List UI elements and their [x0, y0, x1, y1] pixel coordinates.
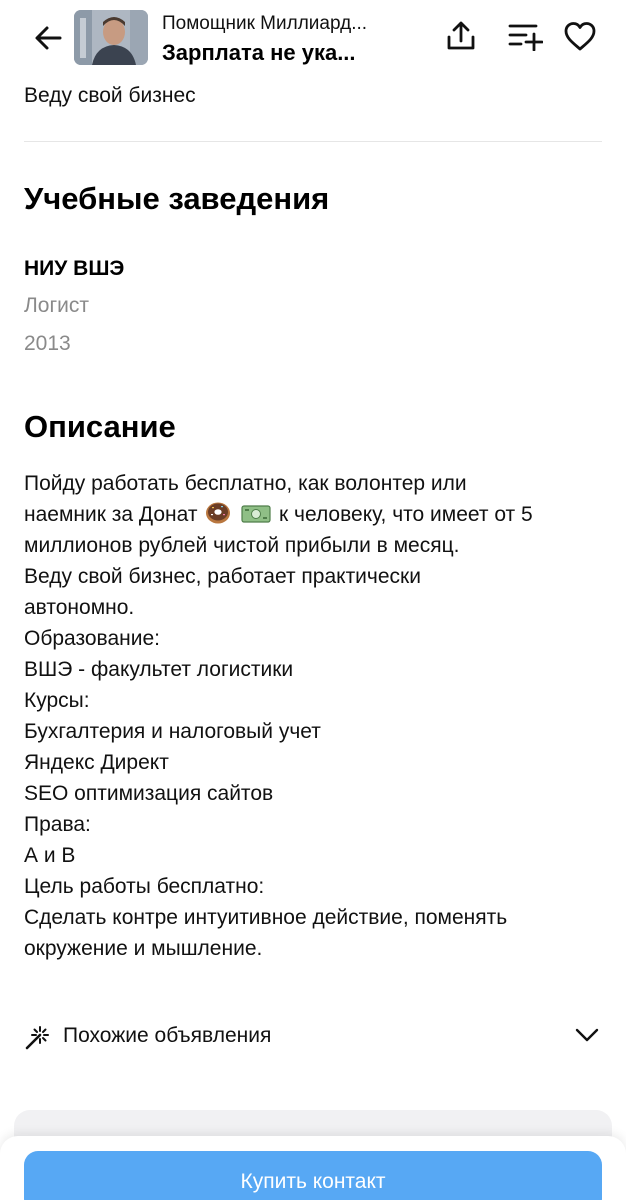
description-line: ВШЭ - факультет логистики — [24, 658, 294, 681]
description-line: Образование: — [24, 627, 160, 650]
education-speciality: Логист — [24, 294, 89, 317]
education-year: 2013 — [24, 332, 71, 355]
description-line-part: к человеку, что имеет от 5 — [279, 503, 533, 526]
heart-icon — [563, 21, 597, 51]
description-heading: Описание — [24, 409, 176, 444]
filter-add-icon — [507, 21, 543, 51]
education-institution: НИУ ВШЭ — [24, 257, 125, 280]
back-button[interactable] — [26, 18, 70, 58]
description-line: Бухгалтерия и налоговый учет — [24, 720, 321, 743]
description-line: Пойду работать бесплатно, как волонтер или — [24, 472, 467, 495]
arrow-left-icon — [34, 25, 62, 51]
magic-wand-icon — [24, 1025, 50, 1051]
divider — [24, 141, 602, 142]
description-line: А и В — [24, 844, 76, 867]
ad-subtitle: Помощник Миллиард... — [162, 13, 368, 34]
similar-ads-label: Похожие объявления — [63, 1024, 272, 1047]
description-line-part: наемник за Донат — [24, 503, 198, 526]
doughnut-emoji — [205, 501, 231, 525]
chevron-down-icon — [574, 1026, 600, 1044]
description-line: SEO оптимизация сайтов — [24, 782, 274, 805]
description-line: Сделать контре интуитивное действие, поменять — [24, 906, 508, 929]
share-icon — [446, 20, 476, 52]
buy-contact-button[interactable]: Купить контакт — [24, 1151, 602, 1200]
filter-add-button[interactable] — [505, 16, 545, 56]
top-bar — [0, 0, 626, 80]
description-line: Цель работы бесплатно: — [24, 875, 265, 898]
favorite-button[interactable] — [560, 16, 600, 56]
money-bill-emoji — [241, 503, 271, 525]
business-line: Веду свой бизнес — [24, 84, 196, 107]
similar-ads-toggle[interactable] — [0, 1010, 626, 1064]
ad-title: Зарплата не ука... — [162, 40, 356, 65]
description-line: автономно. — [24, 596, 135, 619]
description-line: окружение и мышление. — [24, 937, 263, 960]
description-line: миллионов рублей чистой прибыли в месяц. — [24, 534, 460, 557]
description-line: Веду свой бизнес, работает практически — [24, 565, 421, 588]
avatar[interactable] — [74, 10, 148, 65]
description-line: Яндекс Директ — [24, 751, 169, 774]
ad-header-text[interactable] — [162, 13, 390, 66]
education-heading: Учебные заведения — [24, 181, 330, 216]
description-line: Права: — [24, 813, 91, 836]
share-button[interactable] — [441, 16, 481, 56]
description-line: Курсы: — [24, 689, 90, 712]
description-line — [24, 499, 604, 530]
description-text — [24, 468, 604, 964]
